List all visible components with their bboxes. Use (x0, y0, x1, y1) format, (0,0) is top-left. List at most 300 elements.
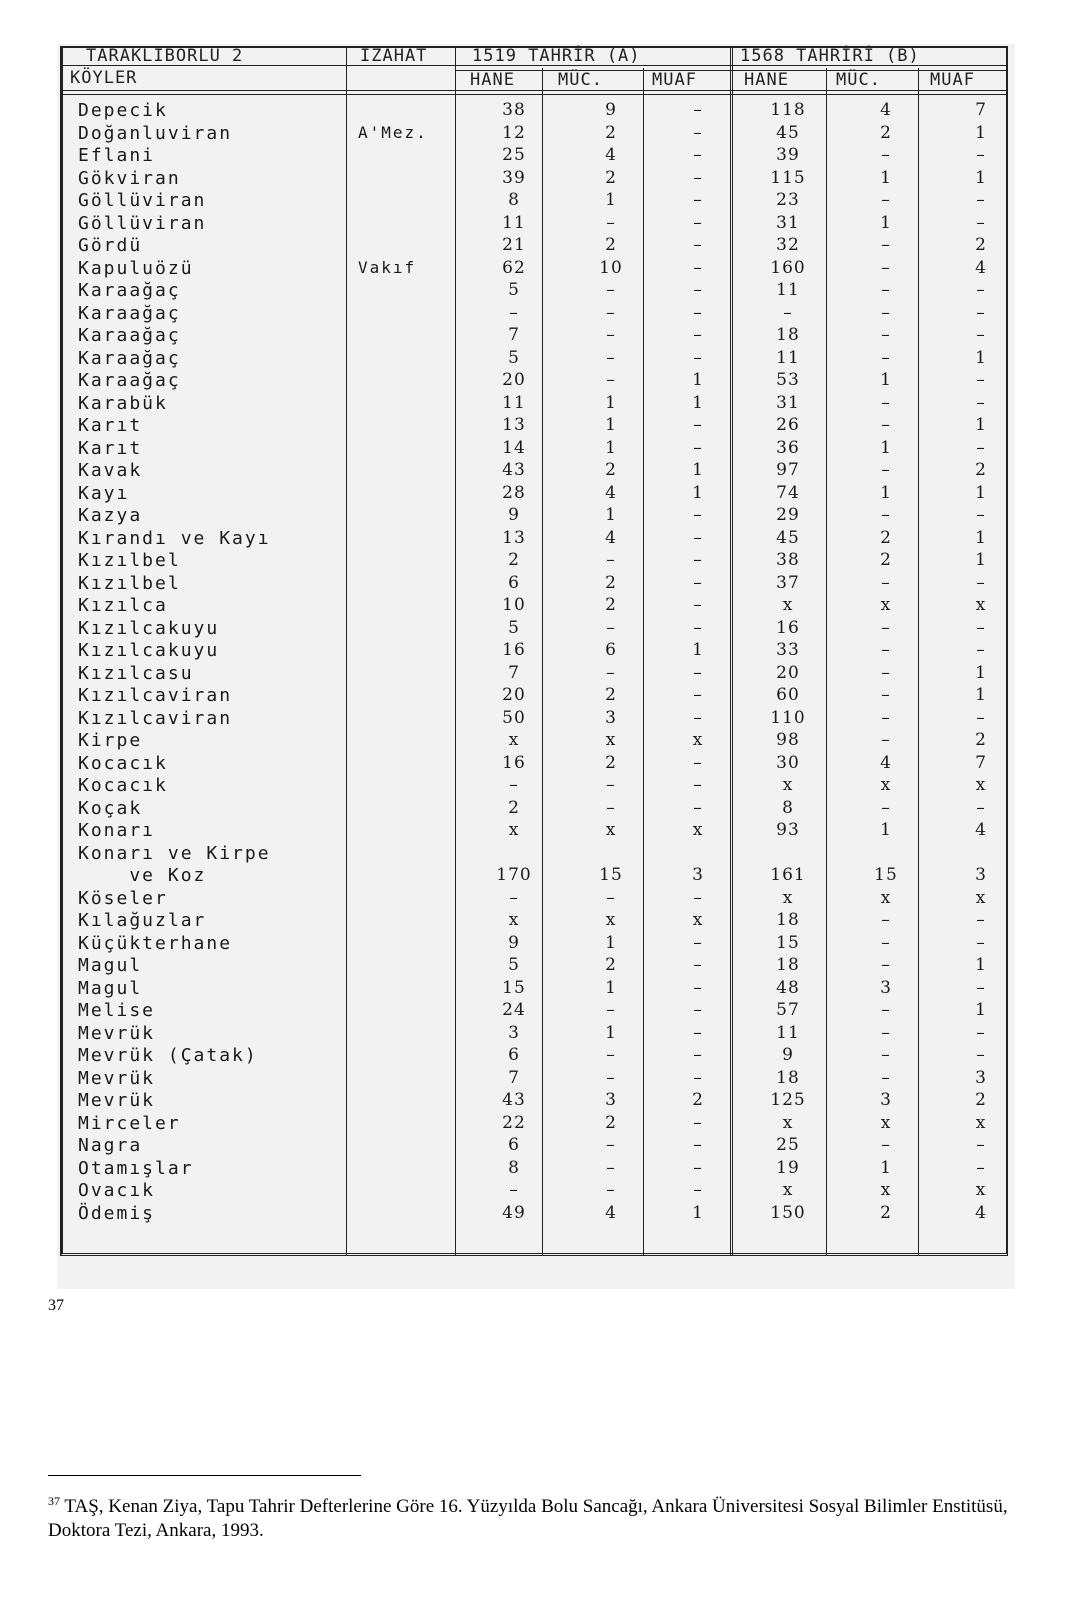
b-muaf-value: 3 (975, 1067, 987, 1088)
footnote (48, 1489, 1038, 1543)
b-muaf-value: 2 (975, 460, 987, 480)
a-muaf-value: 1 (692, 392, 704, 413)
a-muc-value: 4 (605, 1202, 617, 1223)
b-hane-value: 39 (776, 145, 800, 165)
b-muaf-value: 7 (975, 100, 987, 120)
village-survey-table (60, 46, 1008, 1256)
b-muc-value: x (880, 1180, 892, 1200)
village-name: Karaağaç (78, 280, 181, 301)
a-hane-value: – (509, 302, 519, 323)
table-row (60, 955, 1008, 978)
b-hane-value: 25 (776, 1135, 800, 1155)
a-muaf-value: – (693, 1067, 703, 1088)
a-hane-value: 170 (496, 865, 532, 885)
a-muc-value: 2 (605, 235, 617, 255)
b-muc-value: – (881, 617, 891, 638)
table-row (60, 798, 1008, 821)
a-muaf-value: – (693, 752, 703, 773)
b-muaf-value: 4 (975, 257, 987, 278)
table-row (60, 685, 1008, 708)
table-row (60, 775, 1008, 798)
b-muaf-value: – (976, 617, 986, 638)
b-muc-value: – (881, 415, 891, 435)
b-hane-value: 32 (776, 235, 800, 255)
a-muaf-value: 1 (692, 370, 704, 390)
village-name: Konarı (78, 820, 156, 841)
b-muaf-value: 1 (975, 482, 987, 503)
a-hane-value: 39 (502, 167, 526, 188)
b-muc-value: – (881, 235, 891, 255)
b-muaf-value: – (976, 932, 986, 953)
village-name: Kılağuzlar (78, 910, 207, 931)
b-muaf-value: – (976, 437, 986, 458)
village-name: Gökviran (78, 167, 181, 189)
table-row (60, 280, 1008, 303)
table-row (60, 1113, 1008, 1136)
table-row (60, 123, 1008, 146)
a-muaf-value: – (693, 1135, 703, 1155)
b-hane-value: 38 (776, 550, 800, 570)
village-name: Kızılcasu (78, 662, 194, 684)
b-muc-value: x (880, 775, 892, 795)
table-row (60, 1135, 1008, 1158)
a-muaf-value: – (693, 347, 703, 368)
a-hane-value: 7 (508, 1067, 520, 1088)
a-hane-value: – (509, 1180, 519, 1200)
table-row (60, 235, 1008, 258)
b-muaf-value: 4 (975, 820, 987, 840)
a-hane-value: 7 (508, 662, 520, 683)
b-hane-value: 36 (776, 437, 800, 458)
table-row (60, 190, 1008, 213)
a-muaf-value: – (693, 190, 703, 210)
b-hane-value: 30 (776, 752, 800, 773)
village-name: Melise (78, 1000, 156, 1021)
b-muaf-value: 1 (975, 167, 987, 188)
a-muc-value: 9 (605, 100, 617, 120)
a-muc-value: – (606, 302, 616, 323)
table-row (60, 370, 1008, 393)
b-muc-value: – (881, 347, 891, 368)
b-muc-value: – (881, 1022, 891, 1043)
b-hane-value: 98 (776, 730, 800, 750)
b-muaf-value: x (975, 595, 987, 615)
a-hane-value: 5 (508, 617, 520, 638)
a-muaf-value: – (693, 617, 703, 638)
table-row (60, 573, 1008, 596)
a-hane-value: 43 (502, 1090, 526, 1110)
b-hane-value: 31 (776, 212, 800, 233)
b-muc-header: MÜC. (836, 70, 881, 90)
a-hane-value: 49 (502, 1202, 526, 1223)
b-muaf-value: – (976, 212, 986, 233)
b-muc-value: – (881, 707, 891, 728)
a-hane-value: 21 (502, 235, 526, 255)
b-hane-value: 150 (770, 1202, 806, 1223)
b-hane-value: 74 (776, 482, 800, 503)
b-hane-value: 18 (776, 910, 800, 930)
a-muc-value: 2 (605, 595, 617, 615)
b-muaf-value: 1 (975, 527, 987, 548)
village-name: Eflani (78, 145, 156, 166)
village-name: Göllüviran (78, 190, 207, 211)
village-name: Konarı ve Kirpe (78, 842, 271, 864)
survey-a-header: 1519 TAHRİR (A) (472, 46, 641, 66)
a-muaf-value: – (693, 1022, 703, 1043)
village-name: Kayı (78, 482, 130, 504)
b-hane-value: 19 (776, 1157, 800, 1178)
table-row (60, 865, 1008, 888)
a-muaf-value: – (693, 1045, 703, 1065)
b-muaf-value: 2 (975, 1090, 987, 1110)
b-muaf-value: 1 (975, 122, 987, 143)
a-muaf-value: – (693, 167, 703, 188)
a-muaf-value: – (693, 595, 703, 615)
b-muc-value: 2 (880, 122, 892, 143)
table-row (60, 708, 1008, 731)
b-muaf-value: – (976, 640, 986, 660)
b-muaf-value: 1 (975, 685, 987, 705)
a-muc-value: x (605, 730, 617, 750)
b-muc-value: – (881, 685, 891, 705)
a-muc-value: 10 (599, 257, 623, 278)
b-muaf-value: – (976, 280, 986, 300)
table-row (60, 393, 1008, 416)
a-hane-value: 12 (502, 122, 526, 143)
table-row (60, 1023, 1008, 1046)
b-muc-value: 1 (880, 370, 892, 390)
a-muaf-value: – (693, 280, 703, 300)
table-row (60, 663, 1008, 686)
footnote-marker: 37 (48, 1494, 60, 1508)
a-muc-value: 2 (605, 167, 617, 188)
table-row (60, 1045, 1008, 1068)
village-name: Kavak (78, 460, 143, 481)
b-hane-value: x (782, 887, 794, 908)
a-muc-value: – (606, 662, 616, 683)
b-muaf-value: 1 (975, 347, 987, 368)
village-name: Karıt (78, 437, 143, 459)
a-muaf-value: – (693, 1180, 703, 1200)
a-muc-value: – (606, 1067, 616, 1088)
village-name: Kızılca (78, 595, 168, 616)
a-muaf-value: – (693, 257, 703, 278)
table-row (60, 528, 1008, 551)
table-row (60, 325, 1008, 348)
district-title: TARAKLIBORLU 2 (86, 46, 244, 66)
b-muc-value: 1 (880, 212, 892, 233)
village-name: Koçak (78, 797, 143, 819)
a-hane-value: 20 (502, 685, 526, 705)
b-muaf-value: – (976, 302, 986, 323)
a-hane-value: 43 (502, 460, 526, 480)
table-row (60, 888, 1008, 911)
a-muc-value: 2 (605, 460, 617, 480)
table-row (60, 595, 1008, 618)
a-hane-value: 62 (502, 257, 526, 278)
b-muaf-value: 1 (975, 415, 987, 435)
b-hane-value: 110 (770, 707, 806, 728)
b-hane-value: 93 (776, 820, 800, 840)
b-muaf-value: – (976, 1135, 986, 1155)
b-muc-value: – (881, 1000, 891, 1020)
a-muaf-value: – (693, 527, 703, 548)
b-muaf-value: – (976, 707, 986, 728)
a-muc-value: 1 (605, 977, 617, 998)
b-hane-value: 115 (770, 167, 806, 188)
village-name: Kazya (78, 505, 143, 526)
a-hane-value: 38 (502, 100, 526, 120)
a-muaf-value: 2 (692, 1090, 704, 1110)
village-note: A'Mez. (358, 122, 428, 142)
a-hane-value: 6 (508, 572, 520, 593)
a-muc-value: – (606, 1045, 616, 1065)
b-muaf-value: – (976, 505, 986, 525)
a-hane-value: 13 (502, 527, 526, 548)
b-muc-value: – (881, 910, 891, 930)
village-name: Kapuluözü (78, 257, 194, 279)
village-name: Mirceler (78, 1112, 181, 1134)
a-muc-value: 4 (605, 527, 617, 548)
b-muaf-value: 1 (975, 1000, 987, 1020)
village-name: Karıt (78, 415, 143, 436)
village-name: Göllüviran (78, 212, 207, 234)
b-hane-value: 20 (776, 662, 800, 683)
b-muaf-value: 1 (975, 955, 987, 975)
b-hane-value: x (782, 595, 794, 615)
village-name: Mevrük (78, 1090, 156, 1111)
a-muc-header: MÜC. (558, 70, 603, 90)
b-muc-value: 1 (880, 1157, 892, 1178)
a-hane-value: 7 (508, 325, 520, 345)
b-muaf-value: – (976, 910, 986, 930)
header-rule (455, 70, 1008, 71)
a-muaf-value: – (693, 100, 703, 120)
village-name: Kızılcaviran (78, 707, 233, 729)
b-muaf-value: x (975, 1112, 987, 1133)
table-row (60, 145, 1008, 168)
a-muaf-value: – (693, 122, 703, 143)
b-hane-value: 18 (776, 325, 800, 345)
b-muc-value: 1 (880, 437, 892, 458)
a-muc-value: – (606, 347, 616, 368)
villages-header: KÖYLER (70, 68, 138, 88)
a-hane-value: 9 (508, 505, 520, 525)
b-muaf-value: – (976, 1022, 986, 1043)
a-muaf-value: – (693, 775, 703, 795)
village-name: Kızılbel (78, 550, 181, 571)
village-name: Karaağaç (78, 325, 181, 346)
a-muaf-value: – (693, 235, 703, 255)
a-muc-value: 1 (605, 1022, 617, 1043)
a-hane-value: 8 (508, 1157, 520, 1178)
a-muc-value: 2 (605, 1112, 617, 1133)
b-hane-value: 9 (782, 1045, 794, 1065)
a-muc-value: 2 (605, 572, 617, 593)
village-name: Depecik (78, 100, 168, 121)
a-muc-value: – (606, 280, 616, 300)
a-muc-value: x (605, 820, 617, 840)
village-name: Magul (78, 955, 143, 976)
a-hane-value: 5 (508, 280, 520, 300)
table-row (60, 1090, 1008, 1113)
header-rule (60, 94, 1008, 95)
table-row (60, 168, 1008, 191)
a-muc-value: – (606, 325, 616, 345)
header-rule (60, 90, 1008, 91)
a-hane-value: 24 (502, 1000, 526, 1020)
b-muc-value: x (880, 887, 892, 908)
a-hane-value: x (508, 910, 520, 930)
a-muaf-value: – (693, 505, 703, 525)
table-row (60, 618, 1008, 641)
a-muaf-value: – (693, 1000, 703, 1020)
a-muc-value: 1 (605, 392, 617, 413)
b-hane-value: 160 (770, 257, 806, 278)
b-hane-value: 45 (776, 527, 800, 548)
a-muc-value: – (606, 1135, 616, 1155)
table-row (60, 460, 1008, 483)
b-muc-value: – (881, 392, 891, 413)
table-row (60, 505, 1008, 528)
a-muc-value: 1 (605, 437, 617, 458)
b-muc-value: 1 (880, 820, 892, 840)
a-hane-header: HANE (470, 70, 515, 90)
b-muc-value: 1 (880, 167, 892, 188)
a-muaf-value: 1 (692, 460, 704, 480)
b-muc-value: 15 (874, 865, 898, 885)
a-hane-value: x (508, 820, 520, 840)
a-muc-value: – (606, 1157, 616, 1178)
a-hane-value: 11 (502, 212, 526, 233)
b-muc-value: – (881, 1135, 891, 1155)
a-hane-value: – (509, 887, 519, 908)
a-muaf-value: – (693, 145, 703, 165)
b-hane-value: 118 (770, 100, 806, 120)
b-muc-value: – (881, 572, 891, 593)
a-muc-value: – (606, 550, 616, 570)
b-hane-value: 29 (776, 505, 800, 525)
a-hane-value: 16 (502, 752, 526, 773)
b-muc-value: – (881, 280, 891, 300)
note-header: IZAHAT (360, 46, 428, 66)
b-hane-value: 57 (776, 1000, 800, 1020)
table-row (60, 415, 1008, 438)
a-muc-value: 4 (605, 145, 617, 165)
a-muaf-value: – (693, 955, 703, 975)
table-row (60, 550, 1008, 573)
b-muaf-header: MUAF (930, 70, 975, 90)
footnote-text: TAŞ, Kenan Ziya, Tapu Tahrir Defterlerine Göre 16. Yüzyılda Bolu Sancağı, Ankara Üniversitesi Sosyal Bilimler Enstitüsü, Doktora Tezi, Ankara, 1993. (48, 1496, 1008, 1541)
a-muaf-value: 1 (692, 482, 704, 503)
a-muc-value: 6 (605, 640, 617, 660)
a-hane-value: 9 (508, 932, 520, 953)
b-muaf-value: 7 (975, 752, 987, 773)
b-hane-value: 97 (776, 460, 800, 480)
b-muc-value: 3 (880, 1090, 892, 1110)
a-muc-value: x (605, 910, 617, 930)
a-muc-value: 2 (605, 685, 617, 705)
a-hane-value: 13 (502, 415, 526, 435)
a-muc-value: 1 (605, 415, 617, 435)
b-muaf-value: – (976, 797, 986, 818)
village-name: Kirpe (78, 730, 143, 751)
b-hane-value: 125 (770, 1090, 806, 1110)
village-name: Kocacık (78, 775, 168, 796)
b-muaf-value: 2 (975, 235, 987, 255)
table-row (60, 978, 1008, 1001)
village-name: Otamışlar (78, 1157, 194, 1179)
table-row (60, 1068, 1008, 1091)
a-muc-value: – (606, 1000, 616, 1020)
page-number: 37 (48, 1297, 64, 1314)
a-hane-value: 5 (508, 347, 520, 368)
b-muaf-value: – (976, 190, 986, 210)
a-muaf-value: – (693, 1112, 703, 1133)
a-muc-value: 3 (605, 707, 617, 728)
b-hane-value: 16 (776, 617, 800, 638)
table-row (60, 213, 1008, 236)
b-hane-value: 48 (776, 977, 800, 998)
b-hane-value: 18 (776, 1067, 800, 1088)
village-name: Küçükterhane (78, 932, 233, 954)
b-muaf-value: – (976, 572, 986, 593)
b-muaf-value: 2 (975, 730, 987, 750)
village-name: Karaağaç (78, 302, 181, 324)
table-row (60, 933, 1008, 956)
b-hane-value: 8 (782, 797, 794, 818)
b-hane-value: 11 (776, 280, 800, 300)
village-note: Vakıf (358, 257, 417, 277)
table-row (60, 640, 1008, 663)
b-hane-value: 45 (776, 122, 800, 143)
village-name: Doğanluviran (78, 122, 233, 144)
a-muc-value: – (606, 797, 616, 818)
table-row (60, 843, 1008, 866)
b-muaf-value: – (976, 145, 986, 165)
a-muc-value: 2 (605, 752, 617, 773)
a-muc-value: – (606, 212, 616, 233)
a-hane-value: 16 (502, 640, 526, 660)
b-hane-value: 11 (776, 347, 800, 368)
table-row (60, 100, 1008, 123)
survey-b-header: 1568 TAHRİRİ (B) (740, 46, 920, 66)
footnote-rule (48, 1475, 361, 1476)
a-muaf-value: – (693, 1157, 703, 1178)
a-muaf-value: x (692, 820, 704, 840)
village-name: Gördü (78, 235, 143, 256)
a-muaf-value: – (693, 572, 703, 593)
a-muc-value: – (606, 775, 616, 795)
a-muaf-value: 3 (692, 865, 704, 885)
b-muc-value: – (881, 190, 891, 210)
a-muc-value: 2 (605, 955, 617, 975)
a-hane-value: 20 (502, 370, 526, 390)
a-muaf-value: – (693, 302, 703, 323)
village-name: Karabük (78, 392, 168, 414)
a-muaf-value: – (693, 685, 703, 705)
b-muc-value: – (881, 932, 891, 953)
b-hane-value: 15 (776, 932, 800, 953)
b-muc-value: – (881, 460, 891, 480)
b-muc-value: 2 (880, 527, 892, 548)
b-muaf-value: 3 (975, 865, 987, 885)
a-muaf-value: – (693, 325, 703, 345)
a-muc-value: 3 (605, 1090, 617, 1110)
table-row (60, 258, 1008, 281)
a-hane-value: 2 (508, 550, 520, 570)
a-hane-value: 22 (502, 1112, 526, 1133)
